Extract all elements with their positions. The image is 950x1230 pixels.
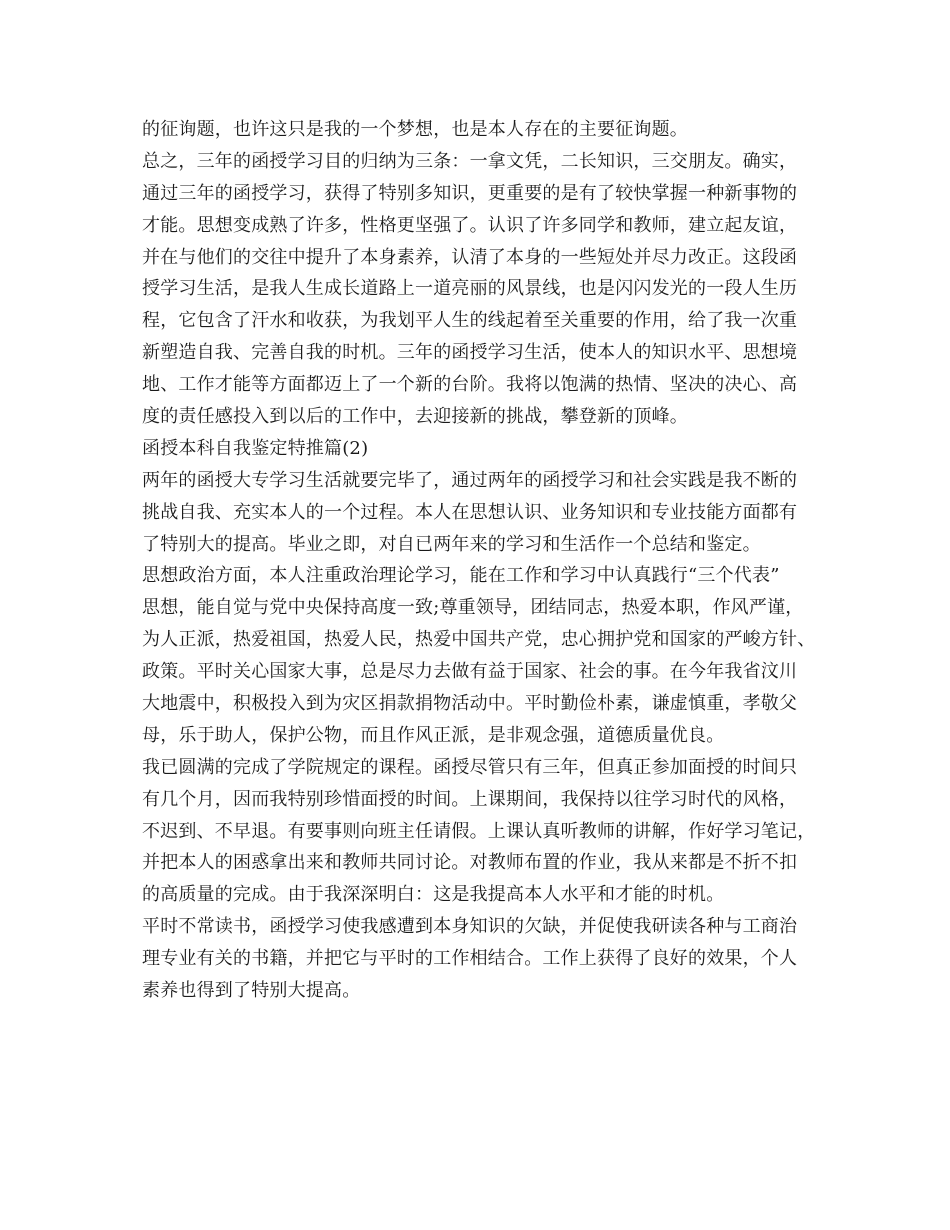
text-line: 新塑造自我、完善自我的时机。三年的函授学习生活，使本人的知识水平、思想境 [142,342,798,364]
text-line: 总之，三年的函授学习目的归纳为三条：一拿文凭，二长知识，三交朋友。确实， [142,150,798,172]
text-line: 为人正派，热爱祖国，热爱人民，热爱中国共产党，忠心拥护党和国家的严峻方针、 [142,629,816,651]
text-line: 的高质量的完成。由于我深深明白：这是我提高本人水平和才能的时机。 [142,884,725,906]
text-line: 程，它包含了汗水和收获，为我划平人生的线起着至关重要的作用，给了我一次重 [142,310,798,332]
section-heading: 函授本科自我鉴定特推篇(2) [142,437,369,459]
text-line: 了特别大的提高。毕业之即，对自已两年来的学习和生活作一个总结和鉴定。 [142,533,761,555]
text-line: 不迟到、不早退。有要事则向班主任请假。上课认真听教师的讲解，作好学习笔记， [142,820,816,842]
text-line: 平时不常读书，函授学习使我感遭到本身知识的欠缺，并促使我研读各种与工商治 [142,916,798,938]
text-line: 地、工作才能等方面都迈上了一个新的台阶。我将以饱满的热情、坚决的决心、高 [142,374,798,396]
text-line: 度的责任感投入到以后的工作中，去迎接新的挑战，攀登新的顶峰。 [142,406,688,428]
text-line: 理专业有关的书籍，并把它与平时的工作相结合。工作上获得了良好的效果，个人 [142,948,798,970]
text-line: 挑战自我、充实本人的一个过程。本人在思想认识、业务知识和专业技能方面都有 [142,501,798,523]
text-line: 大地震中，积极投入到为灾区捐款捐物活动中。平时勤俭朴素，谦虚慎重，孝敬父 [142,693,798,715]
text-line: 才能。思想变成熟了许多，性格更坚强了。认识了许多同学和教师，建立起友谊， [142,214,798,236]
text-line: 政策。平时关心国家大事，总是尽力去做有益于国家、社会的事。在今年我省汶川 [142,661,798,683]
text-line: 我已圆满的完成了学院规定的课程。函授尽管只有三年，但真正参加面授的时间只 [142,756,798,778]
text-line: 母，乐于助人，保护公物，而且作风正派，是非观念强，道德质量优良。 [142,724,725,746]
text-line: 并把本人的困惑拿出来和教师共同讨论。对教师布置的作业，我从来都是不折不扣 [142,852,798,874]
document-body [142,114,832,1007]
text-line: 授学习生活，是我人生成长道路上一道亮丽的风景线，也是闪闪发光的一段人生历 [142,278,798,300]
text-line: 并在与他们的交往中提升了本身素养，认清了本身的一些短处并尽力改正。这段函 [142,246,798,268]
text-line: 的征询题，也许这只是我的一个梦想，也是本人存在的主要征询题。 [142,119,688,140]
text-line: 思想政治方面，本人注重政治理论学习，能在工作和学习中认真践行“三个代表” [142,565,780,587]
text-line: 两年的函授大专学习生活就要完毕了，通过两年的函授学习和社会实践是我不断的 [142,469,798,491]
text-line: 有几个月，因而我特别珍惜面授的时间。上课期间，我保持以往学习时代的风格， [142,788,798,810]
text-line: 通过三年的函授学习，获得了特别多知识，更重要的是有了较快掌握一种新事物的 [142,182,798,204]
text-line: 思想，能自觉与党中央保持高度一致;尊重领导，团结同志，热爱本职，作风严谨， [142,597,804,619]
text-line: 素养也得到了特别大提高。 [142,980,361,1002]
